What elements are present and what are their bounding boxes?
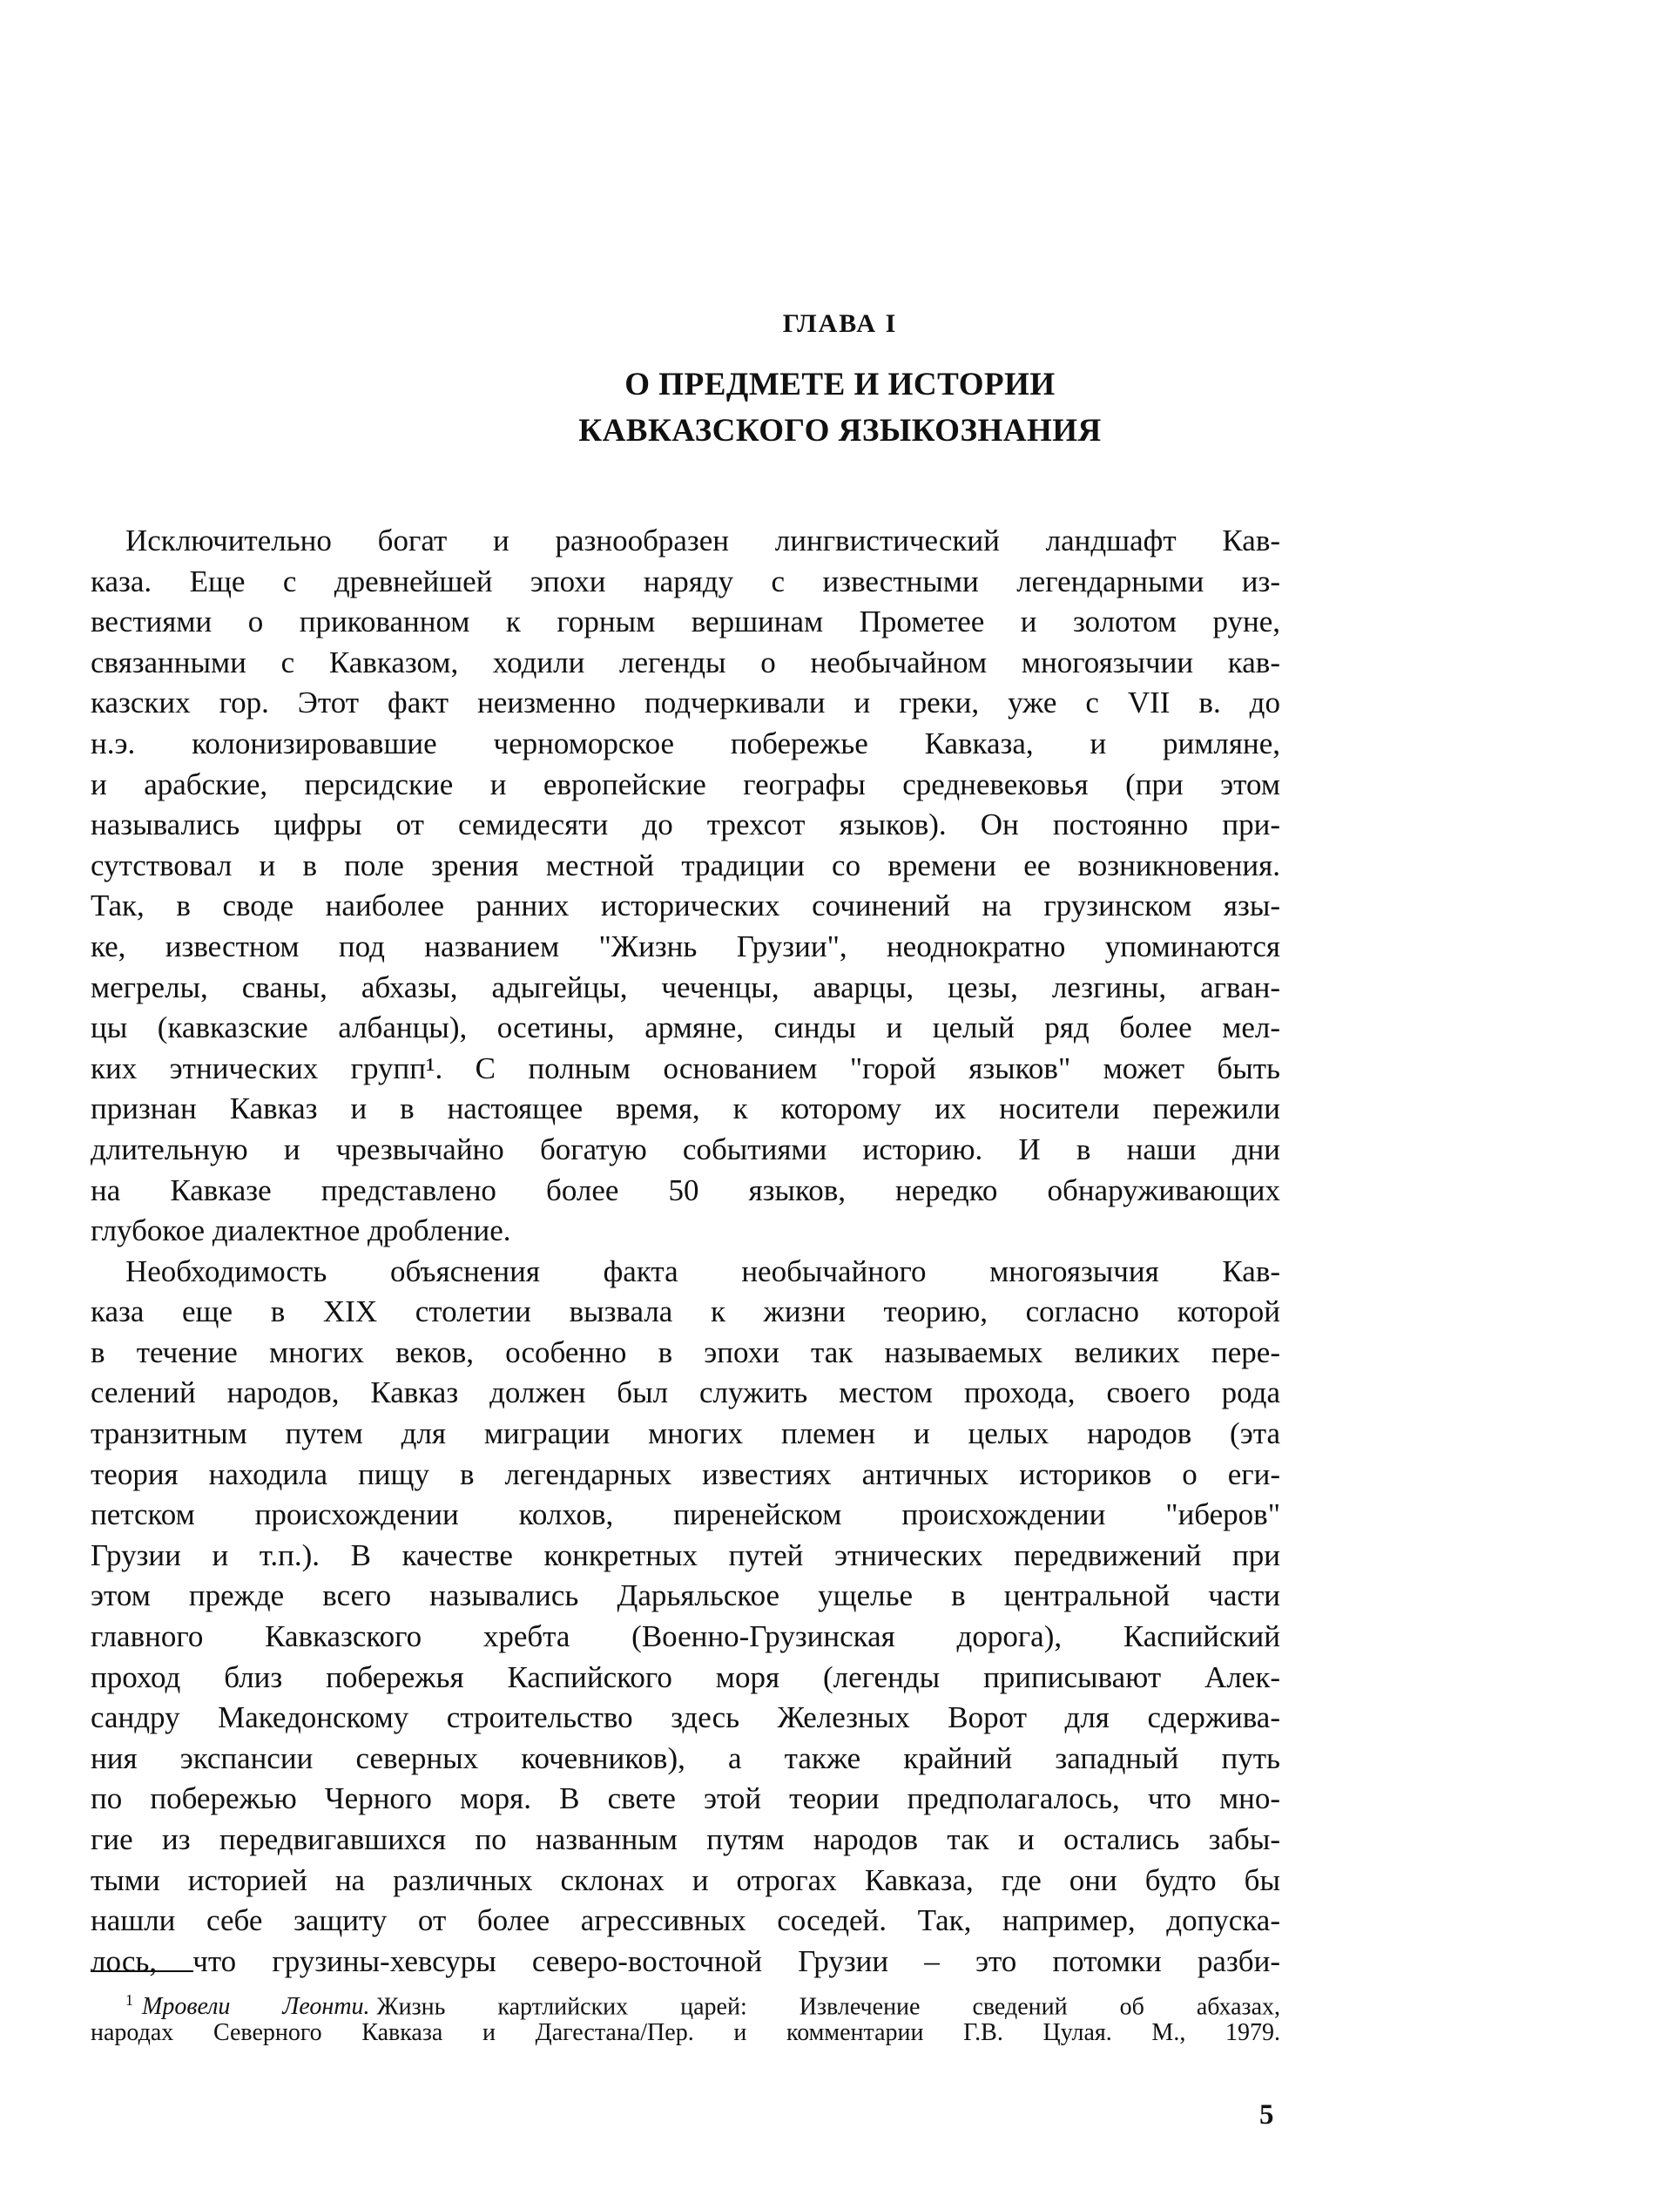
text-line: глубокое диалектное дробление. [91,1213,511,1248]
text-line: гие из передвигавшихся по названным путям народов так и остались забы- [91,1822,1280,1856]
text-line: сандру Македонскому строительство здесь Железных Ворот для сдержива- [91,1700,1280,1735]
text-line: связанными с Кавказом, ходили легенды о необычайном многоязычии кав- [91,645,1280,679]
paragraph-2 [91,1252,1280,1983]
text-line: каза. Еще с древнейшей эпохи наряду с известными легендарными из- [91,564,1280,598]
text-line: длительную и чрезвычайно богатую событиями историю. И в наши дни [91,1132,1280,1166]
text-line: вестиями о прикованном к горным вершинам Прометее и золотом руне, [91,605,1280,639]
paragraph-1 [91,521,1280,1252]
footnote-line-1 [91,1984,1280,2021]
text-line: транзитным путем для миграции многих племен и целых народов (эта [91,1416,1280,1451]
text-line: тыми историей на различных склонах и отрогах Кавказа, где они будто бы [91,1862,1280,1897]
text-line: нашли себе защиту от более агрессивных соседей. Так, например, допуска- [91,1903,1280,1938]
text-line: сутствовал и в поле зрения местной традиции со времени ее возникновения. [91,848,1280,882]
text-line: казских гор. Этот факт неизменно подчеркивали и греки, уже с VII в. до [91,686,1280,720]
footnote [91,1984,1280,2049]
text-line: лось, что грузины-хевсуры северо-восточной Грузии – это потомки разби- [91,1943,1280,1978]
body-text [91,521,1280,1982]
text-line: мегрелы, сваны, абхазы, адыгейцы, чеченцы, аварцы, цезы, лезгины, агван- [91,970,1280,1004]
footnote-line-2: народах Северного Кавказа и Дагестана/Пер. и комментарии Г.В. Цулая. М., 1979. [91,2019,1280,2046]
text-line: ке, известном под названием "Жизнь Грузии", неоднократно упоминаются [91,929,1280,963]
text-line: на Кавказе представлено более 50 языков, нередко обнаруживающих [91,1172,1280,1207]
text-line: по побережью Черного моря. В свете этой теории предполагалось, что мно- [91,1781,1280,1816]
chapter-label: ГЛАВА I [782,309,898,338]
footnote-author: Мровели Леонти. [142,1993,370,2021]
page-number: 5 [1259,2099,1274,2131]
text-line: назывались цифры от семидесяти до трехсот языков). Он постоянно при- [91,807,1280,842]
text-line: признан Кавказ и в настоящее время, к которому их носители пережили [91,1091,1280,1126]
text-line: н.э. колонизировавшие черноморское побережье Кавказа, и римляне, [91,726,1280,760]
text-line: Необходимость объяснения факта необычайного многоязычия Кав- [125,1253,1280,1288]
chapter-title-line-1: О ПРЕДМЕТЕ И ИСТОРИИ [624,367,1056,402]
text-line: ких этнических групп¹. С полным основанием "горой языков" может быть [91,1051,1280,1085]
text-line: и арабские, персидские и европейские географы средневековья (при этом [91,767,1280,801]
footnote-divider [91,1970,193,1972]
text-line: проход близ побережья Каспийского моря (легенды приписывают Алек- [91,1659,1280,1694]
text-line: селений народов, Кавказ должен был служить местом прохода, своего рода [91,1375,1280,1410]
chapter-title [0,361,1680,454]
text-line: теория находила пищу в легендарных известиях античных историков о еги- [91,1456,1280,1491]
text-line: Грузии и т.п.). В качестве конкретных путей этнических передвижений при [91,1537,1280,1572]
text-line: Так, в своде наиболее ранних исторических сочинений на грузинском язы- [91,888,1280,923]
text-line: этом прежде всего назывались Дарьяльское ущелье в центральной части [91,1578,1280,1613]
text-line: каза еще в XIX столетии вызвала к жизни теорию, согласно которой [91,1294,1280,1329]
text-line: ния экспансии северных кочевников), а также крайний западный путь [91,1740,1280,1775]
text-line: петском происхождении колхов, пиренейском происхождении "иберов" [91,1497,1280,1532]
text-line: главного Кавказского хребта (Военно-Грузинская дорога), Каспийский [91,1619,1280,1654]
footnote-title: Жизнь картлийских царей: Извлечение сведений об абхазах, [376,1993,1280,2021]
text-line: Исключительно богат и разнообразен лингвистический ландшафт Кав- [125,524,1280,557]
footnote-number: 1 [125,1991,133,2009]
chapter-title-line-2: КАВКАЗСКОГО ЯЗЫКОЗНАНИЯ [578,413,1102,449]
text-line: цы (кавказские албанцы), осетины, армяне, синды и целый ряд более мел- [91,1010,1280,1045]
text-line: в течение многих веков, особенно в эпохи так называемых великих пере- [91,1334,1280,1369]
